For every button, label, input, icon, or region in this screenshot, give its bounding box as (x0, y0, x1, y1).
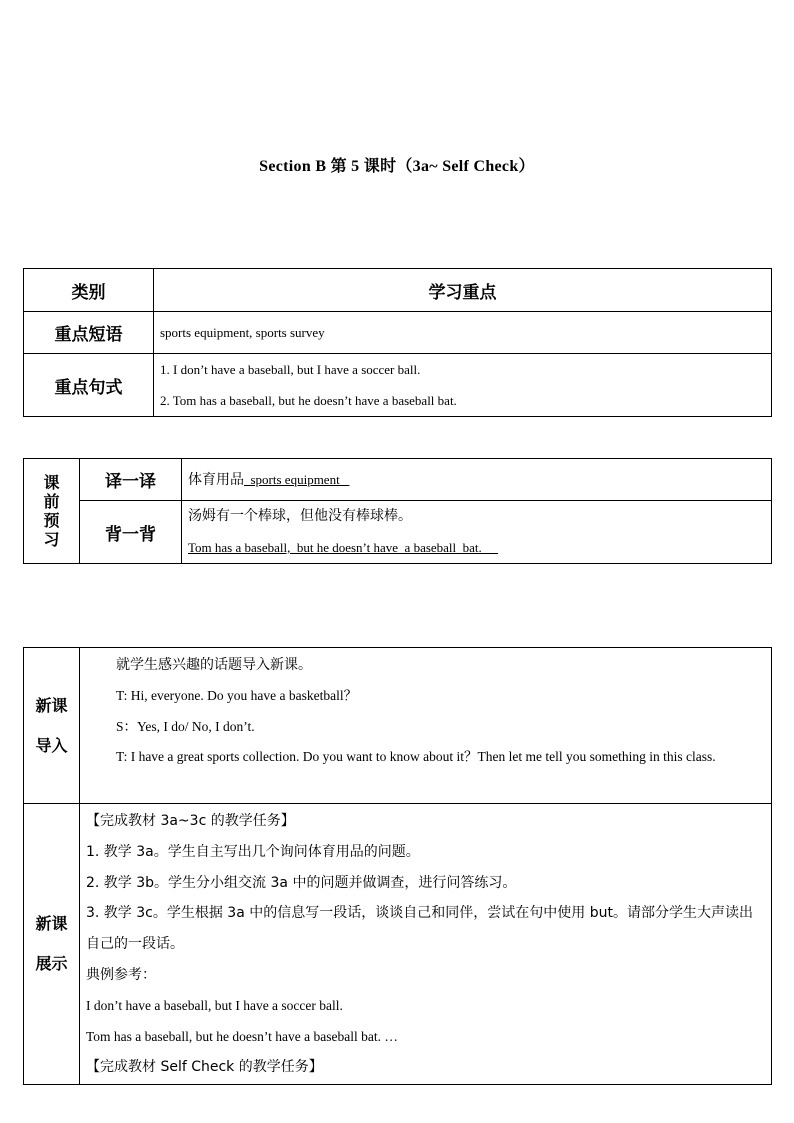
sentences-cell (154, 354, 772, 417)
table-row (24, 804, 772, 1085)
table-row (24, 312, 772, 354)
preview-table (23, 458, 772, 564)
section-label-presentation (24, 804, 80, 1085)
presentation-line: 典例参考： (86, 966, 156, 983)
presentation-line: Tom has a baseball, but he doesn’t have a baseball bat. … (86, 1028, 398, 1044)
sentence-1: 1. I don’t have a baseball, but I have a soccer ball. (160, 362, 421, 377)
intro-line: 就学生感兴趣的话题导入新课。 (116, 657, 312, 673)
header-focus: 学习重点 (154, 269, 772, 312)
row-label-sentences: 重点句式 (24, 354, 154, 417)
table-row (24, 459, 772, 501)
presentation-line: 【完成教材 Self Check 的教学任务】 (86, 1059, 323, 1076)
presentation-line: I don’t have a baseball, but I have a soccer ball. (86, 997, 343, 1013)
presentation-line: 【完成教材 3a~3c 的教学任务】 (86, 813, 295, 829)
recite-prompt: 汤姆有一个棒球，但他没有棒球棒。 (188, 508, 412, 524)
page-title: Section B 第 5 课时（3a~ Self Check） (259, 158, 535, 175)
intro-label-line2: 导入 (35, 735, 68, 755)
table-header-row (24, 269, 772, 312)
row-label-phrases: 重点短语 (24, 312, 154, 354)
side-label-preview (24, 459, 80, 564)
intro-label-line1: 新课 (35, 695, 68, 715)
row-label-recite: 背一背 (80, 501, 182, 564)
presentation-label-line1: 新课 (35, 914, 68, 933)
table-row (24, 648, 772, 804)
intro-line: T: I have a great sports collection. Do you want to know about it？Then let me tell you something in this class. (116, 749, 716, 765)
header-category: 类别 (24, 269, 154, 312)
presentation-label-line2: 展示 (35, 954, 68, 973)
presentation-content (80, 804, 772, 1085)
translate-answer: sports equipment (244, 471, 350, 487)
sentence-2: 2. Tom has a baseball, but he doesn’t have a baseball bat. (160, 393, 457, 408)
lesson-table (23, 647, 772, 1085)
table-row (24, 501, 772, 564)
intro-line: S：Yes, I do/ No, I don’t. (116, 718, 255, 734)
translate-cell (182, 459, 772, 501)
section-label-intro (24, 648, 80, 804)
presentation-line: 1. 教学 3a。学生自主写出几个询问体育用品的问题。 (86, 843, 420, 860)
intro-line: T: Hi, everyone. Do you have a basketball？ (116, 687, 358, 703)
translate-prompt: 体育用品 (188, 471, 244, 488)
intro-content (80, 648, 772, 804)
recite-answer: Tom has a baseball, but he doesn’t have a baseball bat. (188, 540, 499, 555)
phrases-text: sports equipment, sports survey (154, 312, 772, 354)
row-label-translate: 译一译 (80, 459, 182, 501)
presentation-line: 2. 教学 3b。学生分小组交流 3a 中的问题并做调查，进行问答练习。 (86, 874, 517, 891)
table-row (24, 354, 772, 417)
recite-cell (182, 501, 772, 564)
presentation-line: 3. 教学 3c。学生根据 3a 中的信息写一段话，谈谈自己和同伴，尝试在句中使用 but。请部分学生大声读出自己的一段话。 (86, 905, 753, 953)
side-label-text: 课前预习 (43, 473, 60, 549)
key-points-table (23, 268, 772, 417)
